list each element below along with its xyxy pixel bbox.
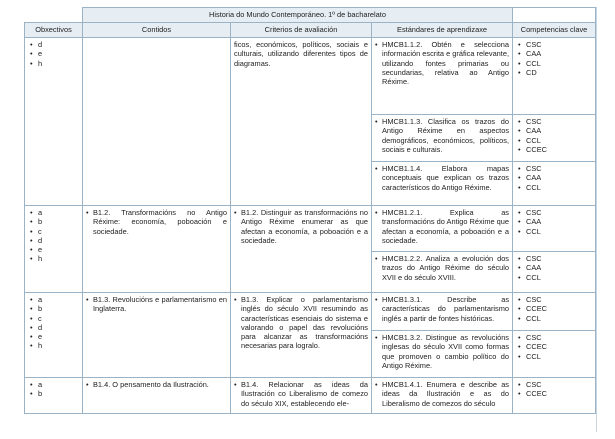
table-title: Historia do Mundo Contemporáneo. 1º de bacharelato	[83, 8, 513, 23]
competence-item: • CCL	[526, 227, 592, 236]
competence-item: • CSC	[526, 254, 592, 263]
competence-item: • CSC	[526, 333, 592, 342]
standard-text: • HMCB1.3.2. Distingue as revolucións inglesas do século XVII como formas que promoven o cambio político do Antigo Réxime.	[375, 333, 509, 370]
objective-item: • e	[38, 332, 79, 341]
competence-item: • CSC	[526, 40, 592, 49]
competence-item: • CCEC	[526, 145, 592, 154]
content-cell	[83, 206, 231, 293]
competences-cell	[513, 331, 596, 378]
competence-item: • CSC	[526, 380, 592, 389]
competences-cell	[513, 293, 596, 331]
criteria-text: • B1.2. Distinguir as transformacións no Antigo Réxime enumerar as que afectan a economía, a poboación e a sociedade.	[234, 208, 368, 245]
standard-text: • HMCB1.2.1. Explica as transformacións do Antigo Réxime que afectan a economía, a poboación e a sociedade.	[375, 208, 509, 245]
objective-item: • a	[38, 380, 79, 389]
standard-text: • HMCB1.1.3. Clasifica os trazos do Antigo Réxime en aspectos demográficos, económicos, políticos, sociais e culturais.	[375, 117, 509, 154]
objective-item: • h	[38, 59, 79, 68]
standard-cell	[372, 252, 513, 293]
objective-item: • b	[38, 304, 79, 313]
objectives-cell	[25, 206, 83, 293]
criteria-text: • B1.4. Relacionar as ideas da Ilustración co Liberalismo de comezo do século XIX, establecendo ele-	[234, 380, 368, 408]
criteria-text: • B1.3. Explicar o parlamentarismo inglés do século XVII resumindo as características esenciais do sistema e valorando o papel das revolucións para alcanzar as transformacións necesarias para logralo.	[234, 295, 368, 351]
content-cell	[83, 378, 231, 414]
header-contents: Contidos	[83, 23, 231, 38]
competence-item: • CAA	[526, 217, 592, 226]
competences-cell	[513, 206, 596, 252]
standard-cell	[372, 293, 513, 331]
objective-item: • b	[38, 217, 79, 226]
objectives-cell	[25, 293, 83, 378]
content-text: • B1.4. O pensamento da Ilustración.	[86, 380, 227, 389]
competence-item: • CCL	[526, 183, 592, 192]
competence-item: • CCL	[526, 136, 592, 145]
competence-item: • CCL	[526, 59, 592, 68]
objective-item: • h	[38, 341, 79, 350]
competence-item: • CCL	[526, 314, 592, 323]
objective-item: • h	[38, 254, 79, 263]
table-row	[25, 206, 596, 252]
objective-item: • b	[38, 389, 79, 398]
competence-item: • CSC	[526, 164, 592, 173]
table-row	[25, 38, 596, 115]
objective-item: • e	[38, 49, 79, 58]
standard-text: • HMCB1.3.1. Describe as características do parlamentarismo inglés a partir de fontes históricas.	[375, 295, 509, 323]
competence-item: • CCEC	[526, 304, 592, 313]
header-competences: Competencias clave	[513, 23, 596, 38]
competences-cell	[513, 38, 596, 115]
page-edge-divider	[596, 7, 603, 432]
header-objectives: Obxectivos	[25, 23, 83, 38]
objective-item: • a	[38, 295, 79, 304]
competence-item: • CSC	[526, 208, 592, 217]
competence-item: • CCL	[526, 273, 592, 282]
standard-cell	[372, 162, 513, 206]
criteria-cell	[231, 206, 372, 293]
standard-cell	[372, 38, 513, 115]
content-cell	[83, 38, 231, 206]
competence-item: • CSC	[526, 117, 592, 126]
standard-cell	[372, 378, 513, 414]
objective-item: • d	[38, 40, 79, 49]
competence-item: • CCEC	[526, 389, 592, 398]
competence-item: • CD	[526, 68, 592, 77]
content-text: • B1.2. Transformacións no Antigo Réxime: economía, poboación e sociedade.	[86, 208, 227, 236]
competence-item: • CAA	[526, 173, 592, 182]
table-row	[25, 293, 596, 331]
objective-item: • c	[38, 227, 79, 236]
objective-item: • a	[38, 208, 79, 217]
competences-cell	[513, 115, 596, 162]
competences-cell	[513, 162, 596, 206]
standard-cell	[372, 115, 513, 162]
competence-item: • CAA	[526, 126, 592, 135]
standard-text: • HMCB1.2.2. Analiza a evolución dos trazos do Antigo Réxime do século XVII e do século XVIII.	[375, 254, 509, 282]
criteria-cell: ficos, económicos, políticos, sociais e culturais, utilizando diferentes tipos de diagramas.	[231, 38, 372, 206]
competence-item: • CCL	[526, 352, 592, 361]
competence-item: • CAA	[526, 49, 592, 58]
objective-item: • d	[38, 323, 79, 332]
objective-item: • c	[38, 314, 79, 323]
competence-item: • CAA	[526, 263, 592, 272]
objectives-cell	[25, 38, 83, 206]
title-row	[25, 8, 596, 23]
standard-text: • HMCB1.1.4. Elabora mapas conceptuais que explican os trazos característicos do Antigo Réxime.	[375, 164, 509, 192]
content-text: • B1.3. Revolucións e parlamentarismo en Inglaterra.	[86, 295, 227, 314]
header-row	[25, 23, 596, 38]
header-standards: Estándares de aprendizaxe	[372, 23, 513, 38]
standard-cell	[372, 206, 513, 252]
competences-cell	[513, 378, 596, 414]
competences-cell	[513, 252, 596, 293]
criteria-cell	[231, 378, 372, 414]
curriculum-table	[24, 7, 596, 414]
competence-item: • CSC	[526, 295, 592, 304]
competence-item: • CCEC	[526, 342, 592, 351]
standard-cell	[372, 331, 513, 378]
header-criteria: Criterios de avaliación	[231, 23, 372, 38]
content-cell	[83, 293, 231, 378]
objective-item: • d	[38, 236, 79, 245]
standard-text: • HMCB1.4.1. Enumera e describe as ideas da Ilustración e as do Liberalismo de comezos do século	[375, 380, 509, 408]
objective-item: • e	[38, 245, 79, 254]
criteria-cell	[231, 293, 372, 378]
objectives-cell	[25, 378, 83, 414]
table-row	[25, 378, 596, 414]
standard-text: • HMCB1.1.2. Obtén e selecciona información escrita e gráfica relevante, utilizando fontes primarias ou secundarias, relativa ao Antigo Réxime.	[375, 40, 509, 86]
